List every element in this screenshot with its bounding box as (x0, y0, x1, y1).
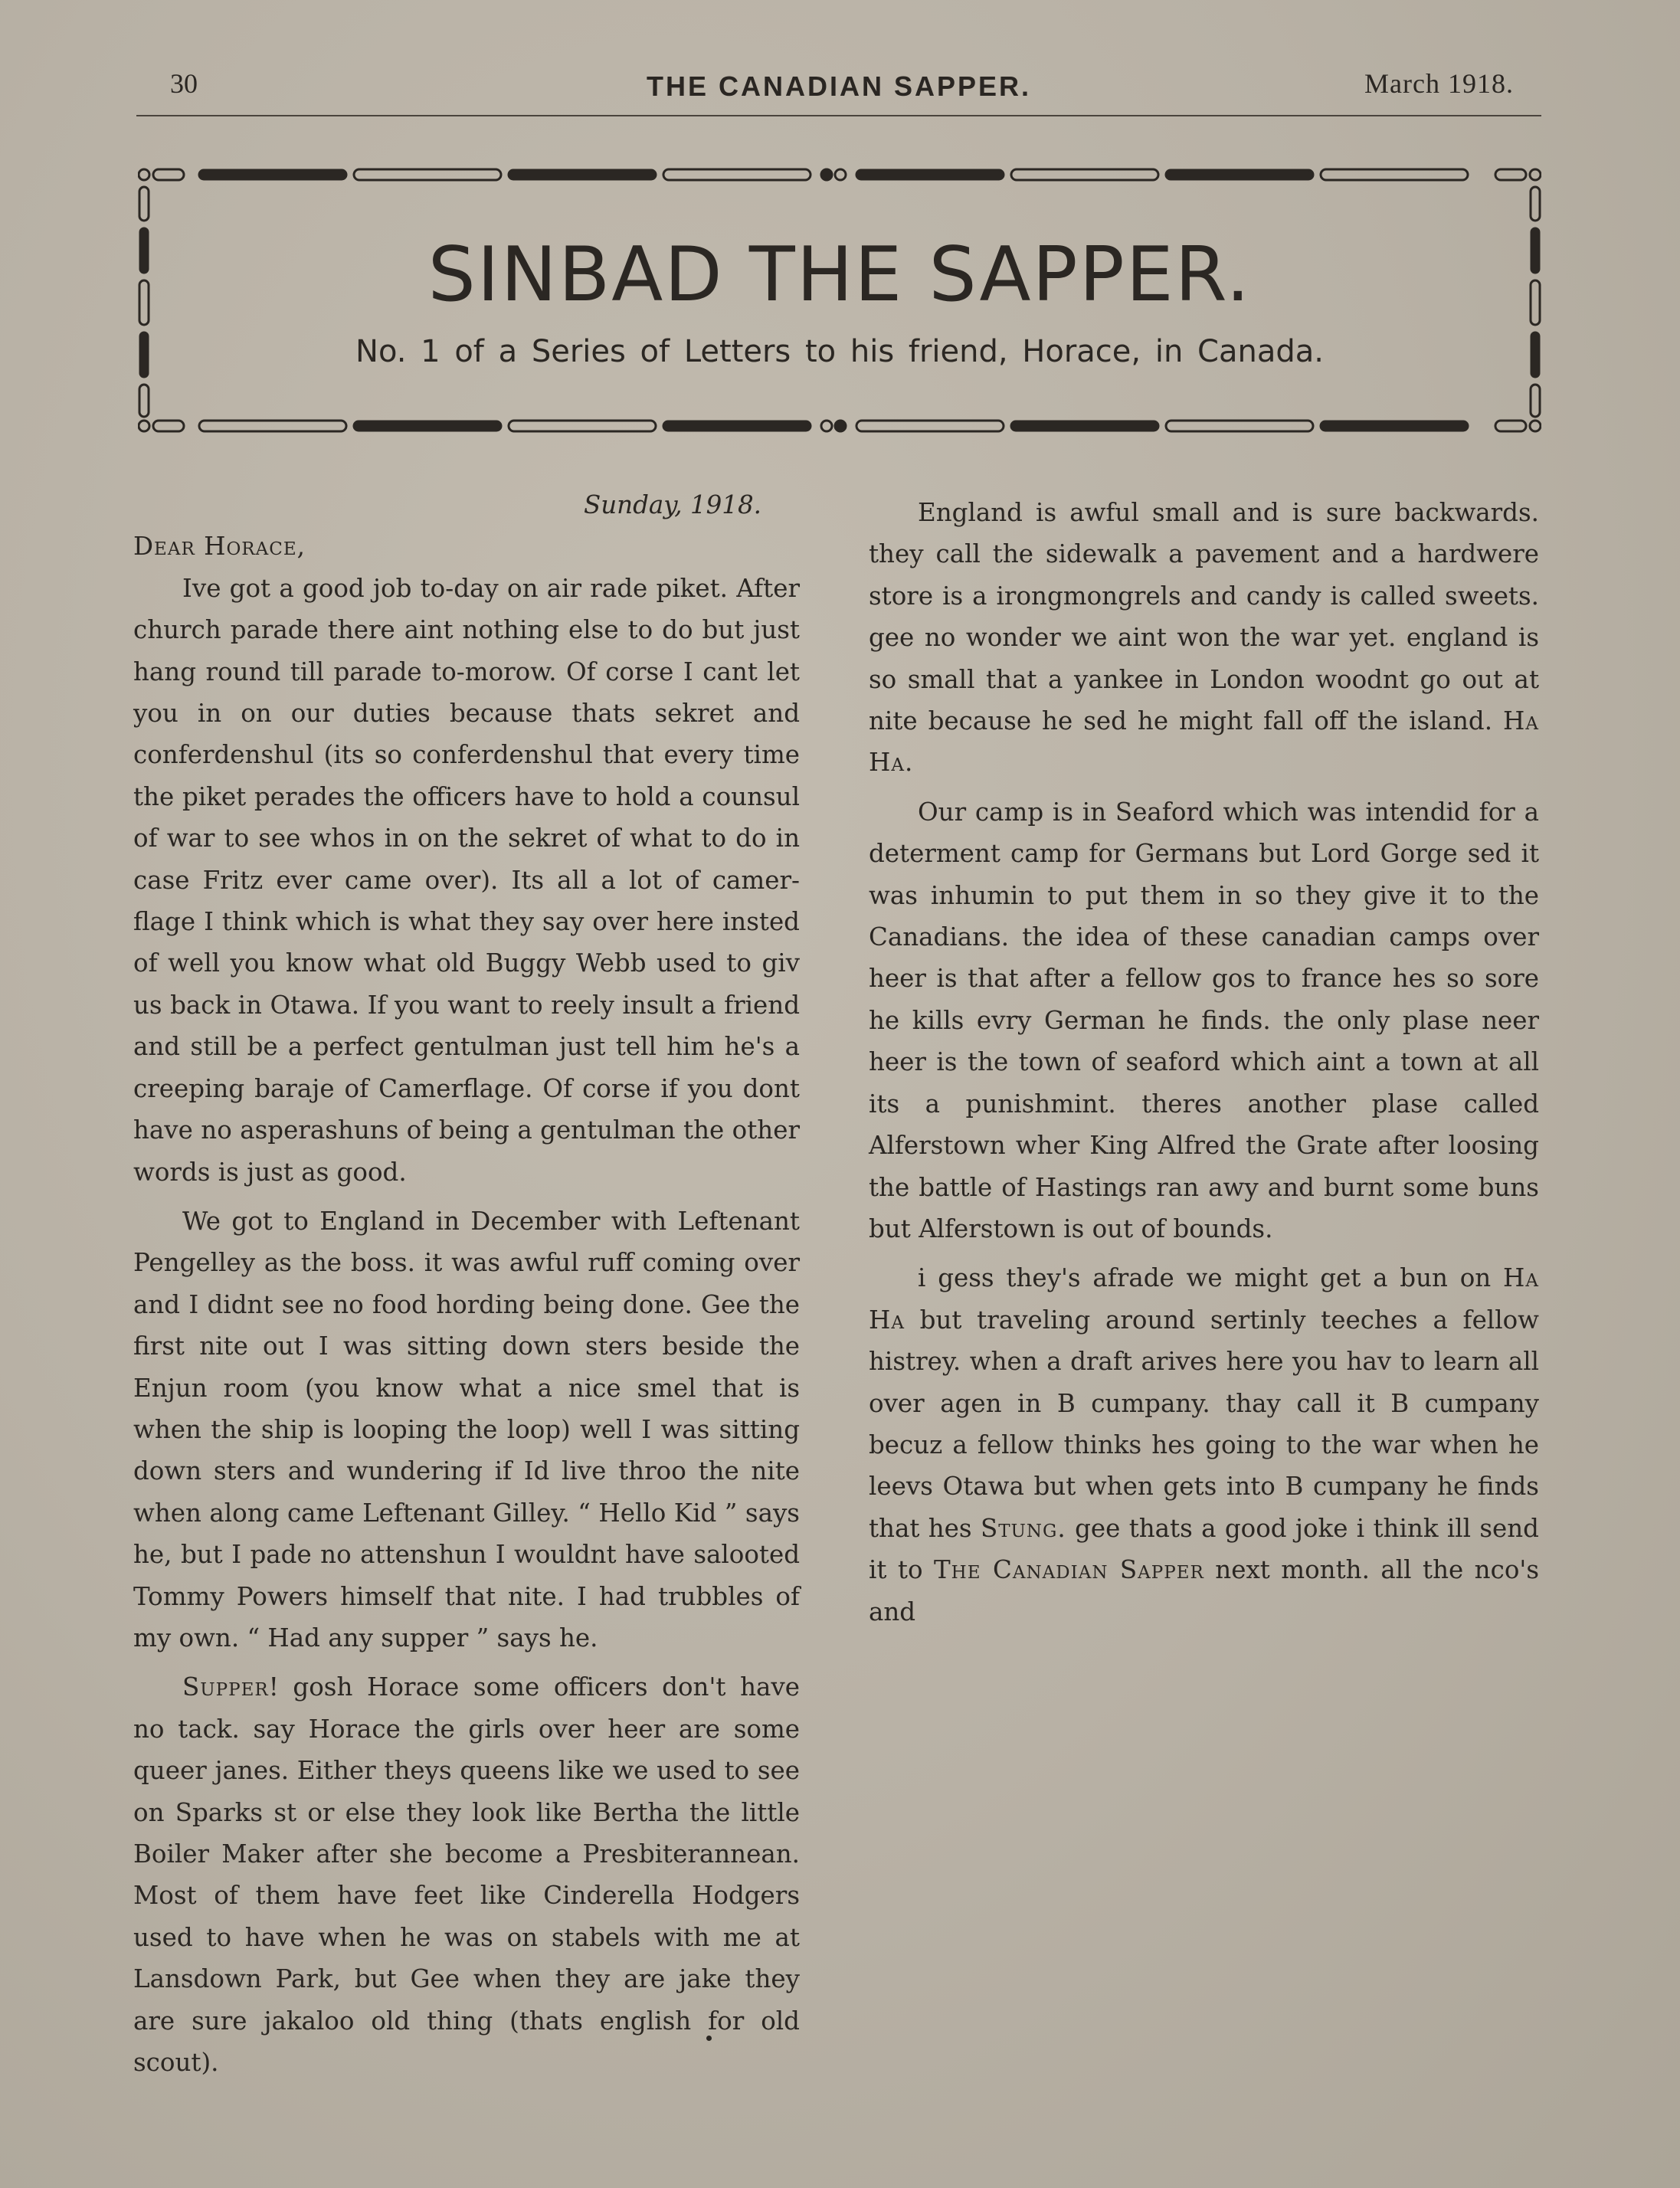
issue-date: March 1918. (1364, 68, 1514, 99)
page-number: 30 (170, 68, 198, 99)
paragraph-4 (869, 492, 1539, 784)
paragraph-6-text-b: but traveling around sertinly teeches a fellow histrey. when a draft arives here you hav to learn all over agen in B cumpany. thay call it B cumpany becuz a fellow thinks hes going to the war when he leevs Otawa but when gets into B cumpany he finds that hes (869, 1305, 1539, 1543)
paragraph-2: We got to England in December with Leftenant Pengelley as the boss. it was awful ruff coming over and I didnt see no food hording being done. Gee the first nite out I was sitting down sters beside the Enjun room (you know what a nice smel that is when the ship is looping the loop) well I was sitting down sters and wundering if Id live throo the nite when along came Leftenant Gilley. “ Hello Kid ” says he, but I pade no attenshun I wouldnt have salooted Tommy Powers himself that nite. I had trubbles of my own. “ Had any supper ” says he. (133, 1206, 800, 1652)
paragraph-5: Our camp is in Seaford which was intendid for a determent camp for Germans but Lord Gorge sed it was inhumin to put them in so they give it to the Canadians. the idea of these canadian camps over heer is that after a fellow gos to france hes so sore he kills evry German he finds. the only plase neer heer is the town of seaford which aint a town at all its a punishmint. theres another plase called Alferstown wher King Alfred the Grate after loosing the battle of Hastings ran awy and burnt some buns but Alferstown is out of bounds. (869, 797, 1539, 1243)
publication-name: THE CANADIAN SAPPER. (646, 70, 1032, 102)
ink-speck (706, 2036, 712, 2041)
paragraph-6-text-a: i gess they's afrade we might get a bun on (918, 1263, 1492, 1293)
stung-word: Stung. (980, 1513, 1066, 1543)
dateline: Sunday, 1918. (583, 490, 761, 519)
salutation: Dear Horace, (133, 532, 306, 562)
article-subtitle: No. 1 of a Series of Letters to his friend, Horace, in Canada. (355, 334, 1324, 369)
article-title: SINBAD THE SAPPER. (427, 231, 1252, 319)
supper-word: Supper (182, 1672, 269, 1702)
title-box (138, 164, 1541, 437)
paragraph-1: Ive got a good job to-day on air rade piket. After church parade there aint nothing else to do but just hang round till parade to-morow. Of corse I cant let you in on our duties because thats sekret and conferdenshul (its so conferdenshul that every time the piket perades the officers have to hold a counsul of war to see whos in on the sekret of what to do in case Fritz ever came over). Its all a lot of camerflage I think which is what they say over here insted of well you know what old Buggy Webb used to giv us back in Otawa. If you want to reely insult a friend and still be a perfect gentulman just tell him he's a creeping baraje of Camerflage. Of corse if you dont have no asperashuns of being a gentulman the other words is just as good. (133, 573, 800, 1187)
haha-1: Ha Ha. (869, 706, 1539, 778)
haha-2: Ha Ha (869, 1263, 1539, 1335)
paragraph-6-text-d: next month. all the nco's and (869, 1555, 1539, 1626)
paragraph-6 (869, 1257, 1539, 1633)
running-head (136, 67, 1541, 116)
paragraph-4-text: England is awful small and is sure backwards. they call the sidewalk a pavement and a hardwere store is a irongmongrels and candy is called sweets. gee no wonder we aint won the war yet. england is so small that a yankee in London woodnt go out at nite because he sed he might fall off the island. (869, 498, 1539, 736)
column-right (869, 484, 1539, 1633)
column-left (133, 484, 800, 2083)
paragraph-6-text-c: gee thats a good joke i think ill send it to (869, 1513, 1539, 1585)
paragraph-3-text: ! gosh Horace some officers don't have no tack. say Horace the girls over heer are some queer janes. Either theys queens like we used to see on Sparks st or else they look like Bertha the little Boiler Maker after she become a Presbiterannean. Most of them have feet like Cinderella Hodgers used to have when he was on stabels with me at Lansdown Park, but Gee when they are jake they are sure jakaloo old thing (thats english for old scout). (133, 1672, 800, 2078)
paragraph-3 (133, 1666, 800, 2083)
publication-mention: The Canadian Sapper (934, 1555, 1204, 1585)
